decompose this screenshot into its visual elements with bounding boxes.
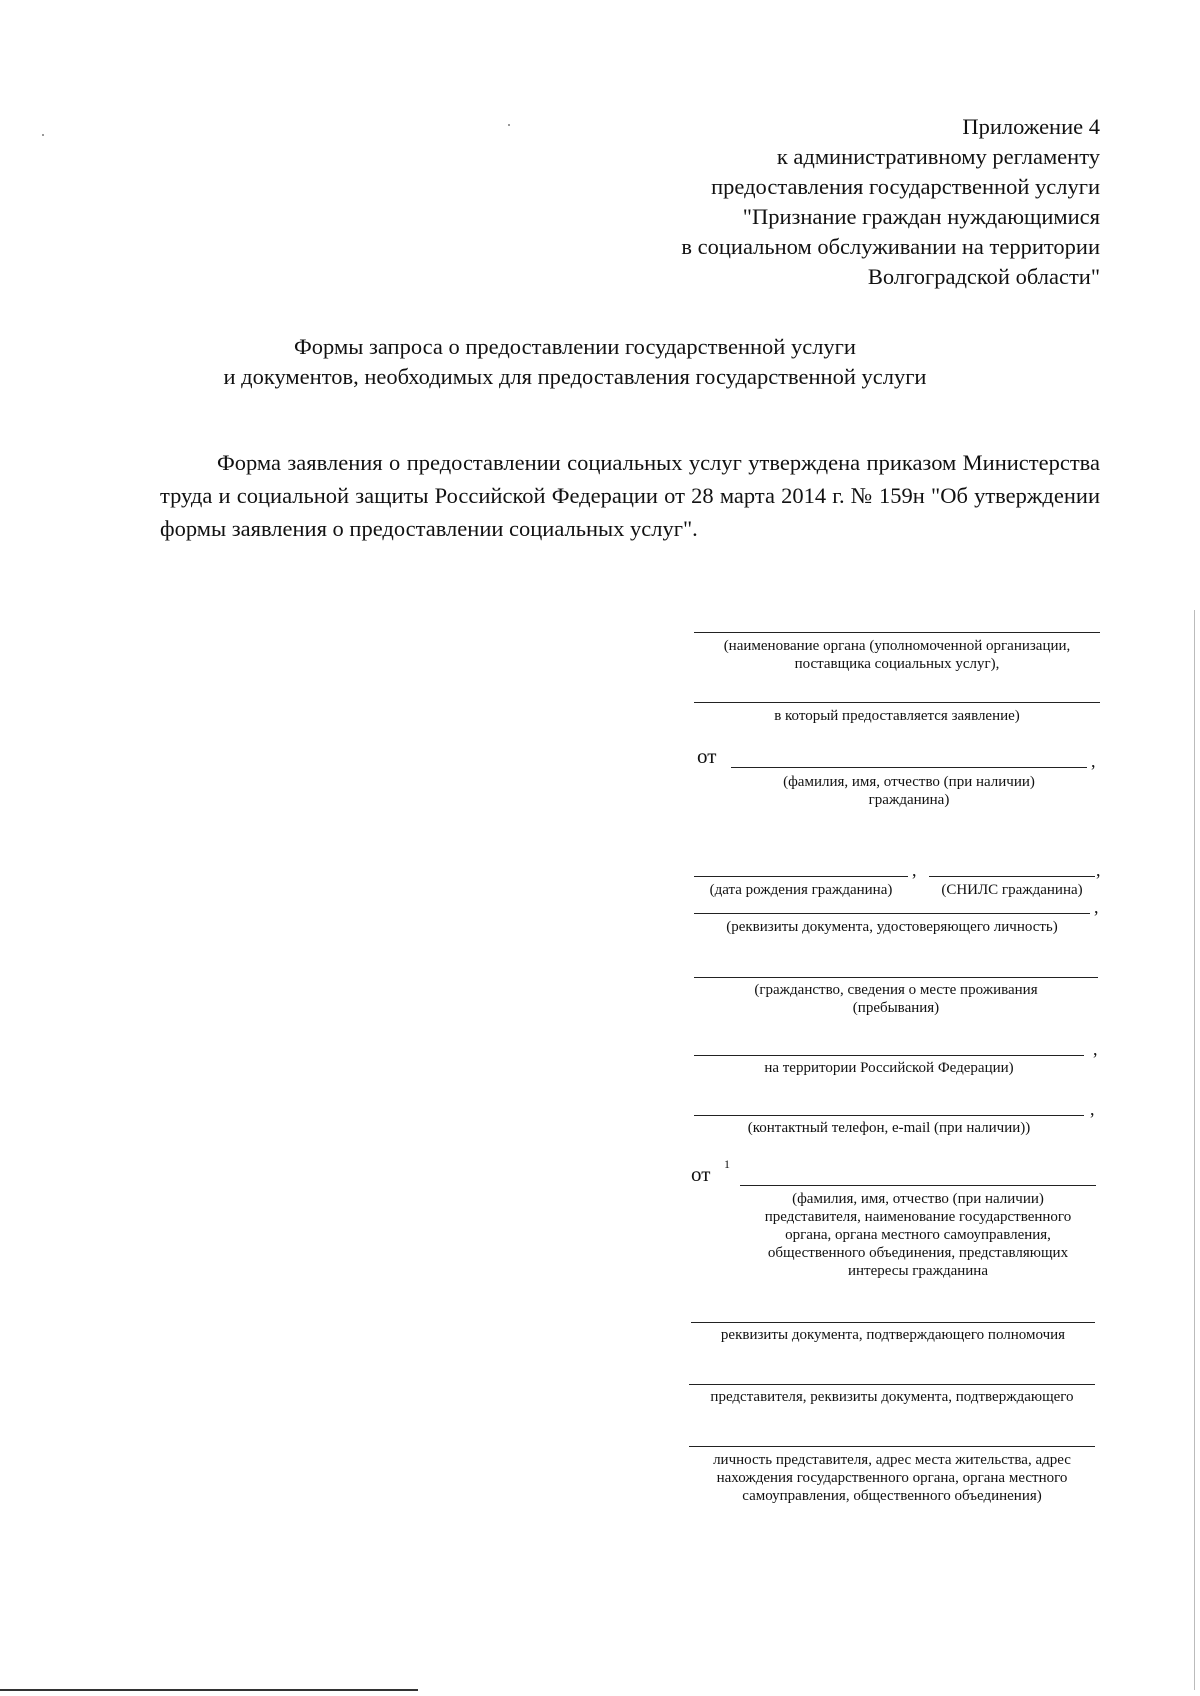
representative-caption <box>740 1190 1096 1280</box>
caption-line: (гражданство, сведения о месте проживания <box>754 982 1038 998</box>
organ-name-line-2[interactable] <box>694 702 1100 703</box>
from-label: от <box>697 744 717 768</box>
caption-line: (фамилия, имя, отчество (при наличии) <box>783 774 1035 790</box>
id-document-line[interactable] <box>694 913 1090 914</box>
footnote-separator-line <box>0 1689 418 1691</box>
comma: , <box>1091 751 1096 771</box>
appendix-line: "Признание граждан нуждающимися <box>742 204 1100 229</box>
contact-line[interactable] <box>694 1115 1084 1116</box>
id-document-caption: (реквизиты документа, удостоверяющего личность) <box>726 919 1058 935</box>
caption-line: органа, органа местного самоуправления, <box>785 1227 1051 1243</box>
territory-caption: на территории Российской Федерации) <box>764 1060 1014 1076</box>
citizen-fio-line[interactable] <box>731 767 1087 768</box>
rep-document-line-2[interactable] <box>689 1384 1095 1385</box>
scan-speck <box>508 124 510 126</box>
caption-line: (фамилия, имя, отчество (при наличии) <box>792 1191 1044 1207</box>
title-line-1: Формы запроса о предоставлении государственной услуги <box>294 334 856 359</box>
birth-date-caption: (дата рождения гражданина) <box>709 882 893 898</box>
territory-line[interactable] <box>694 1055 1084 1056</box>
representative-line[interactable] <box>740 1185 1096 1186</box>
rep-document-caption-3 <box>689 1451 1095 1505</box>
scan-edge <box>1194 610 1195 1690</box>
contact-caption: (контактный телефон, e-mail (при наличии)) <box>747 1120 1031 1136</box>
from-representative-label: от <box>691 1162 711 1186</box>
rep-document-caption-2: представителя, реквизиты документа, подтверждающего <box>710 1389 1074 1405</box>
citizenship-line[interactable] <box>694 977 1098 978</box>
caption-line: поставщика социальных услуг), <box>794 656 1000 672</box>
caption-line: представителя, наименование государственного <box>764 1209 1072 1225</box>
title-line-2: и документов, необходимых для предоставления государственной услуги <box>223 364 927 389</box>
snils-line[interactable] <box>929 876 1095 877</box>
caption-line: самоуправления, общественного объединения) <box>742 1488 1042 1504</box>
organ-caption-2: в который предоставляется заявление) <box>774 708 1020 724</box>
snils-caption: (СНИЛС гражданина) <box>941 882 1083 898</box>
citizen-fio-caption <box>731 773 1087 809</box>
caption-line: гражданина) <box>868 792 950 808</box>
appendix-line: предоставления государственной услуги <box>711 174 1100 199</box>
appendix-line: в социальном обслуживании на территории <box>681 234 1100 259</box>
document-title <box>140 332 1010 392</box>
rep-document-line-3[interactable] <box>689 1446 1095 1447</box>
caption-line: (пребывания) <box>852 1000 940 1016</box>
intro-paragraph: Форма заявления о предоставлении социальных услуг утверждена приказом Министерства труда и социальной защиты Российской Федерации от 28 марта 2014 г. № 159н "Об утверждении формы заявления о предоставлении социальных услуг". <box>160 450 1100 541</box>
caption-line: общественного объединения, представляющих <box>767 1245 1069 1261</box>
caption-line: нахождения государственного органа, органа местного <box>716 1470 1068 1486</box>
appendix-line: Приложение 4 <box>962 114 1100 139</box>
caption-line: (наименование органа (уполномоченной организации, <box>723 638 1071 654</box>
comma: , <box>912 860 917 880</box>
appendix-header <box>540 112 1100 292</box>
scan-speck <box>42 134 44 136</box>
rep-document-line-1[interactable] <box>691 1322 1095 1323</box>
appendix-line: к административному регламенту <box>776 144 1100 169</box>
comma: , <box>1096 860 1101 880</box>
organ-caption <box>694 637 1100 673</box>
appendix-line: Волгоградской области" <box>867 264 1100 289</box>
rep-document-caption-1: реквизиты документа, подтверждающего полномочия <box>720 1327 1066 1343</box>
caption-line: интересы гражданина <box>848 1263 988 1279</box>
organ-name-line[interactable] <box>694 632 1100 633</box>
footnote-mark: 1 <box>724 1157 730 1171</box>
comma: , <box>1093 1039 1098 1059</box>
citizenship-caption <box>694 981 1098 1017</box>
caption-line: личность представителя, адрес места жительства, адрес <box>713 1452 1071 1468</box>
comma: , <box>1090 1099 1095 1119</box>
comma: , <box>1094 897 1099 917</box>
birth-date-line[interactable] <box>694 876 908 877</box>
